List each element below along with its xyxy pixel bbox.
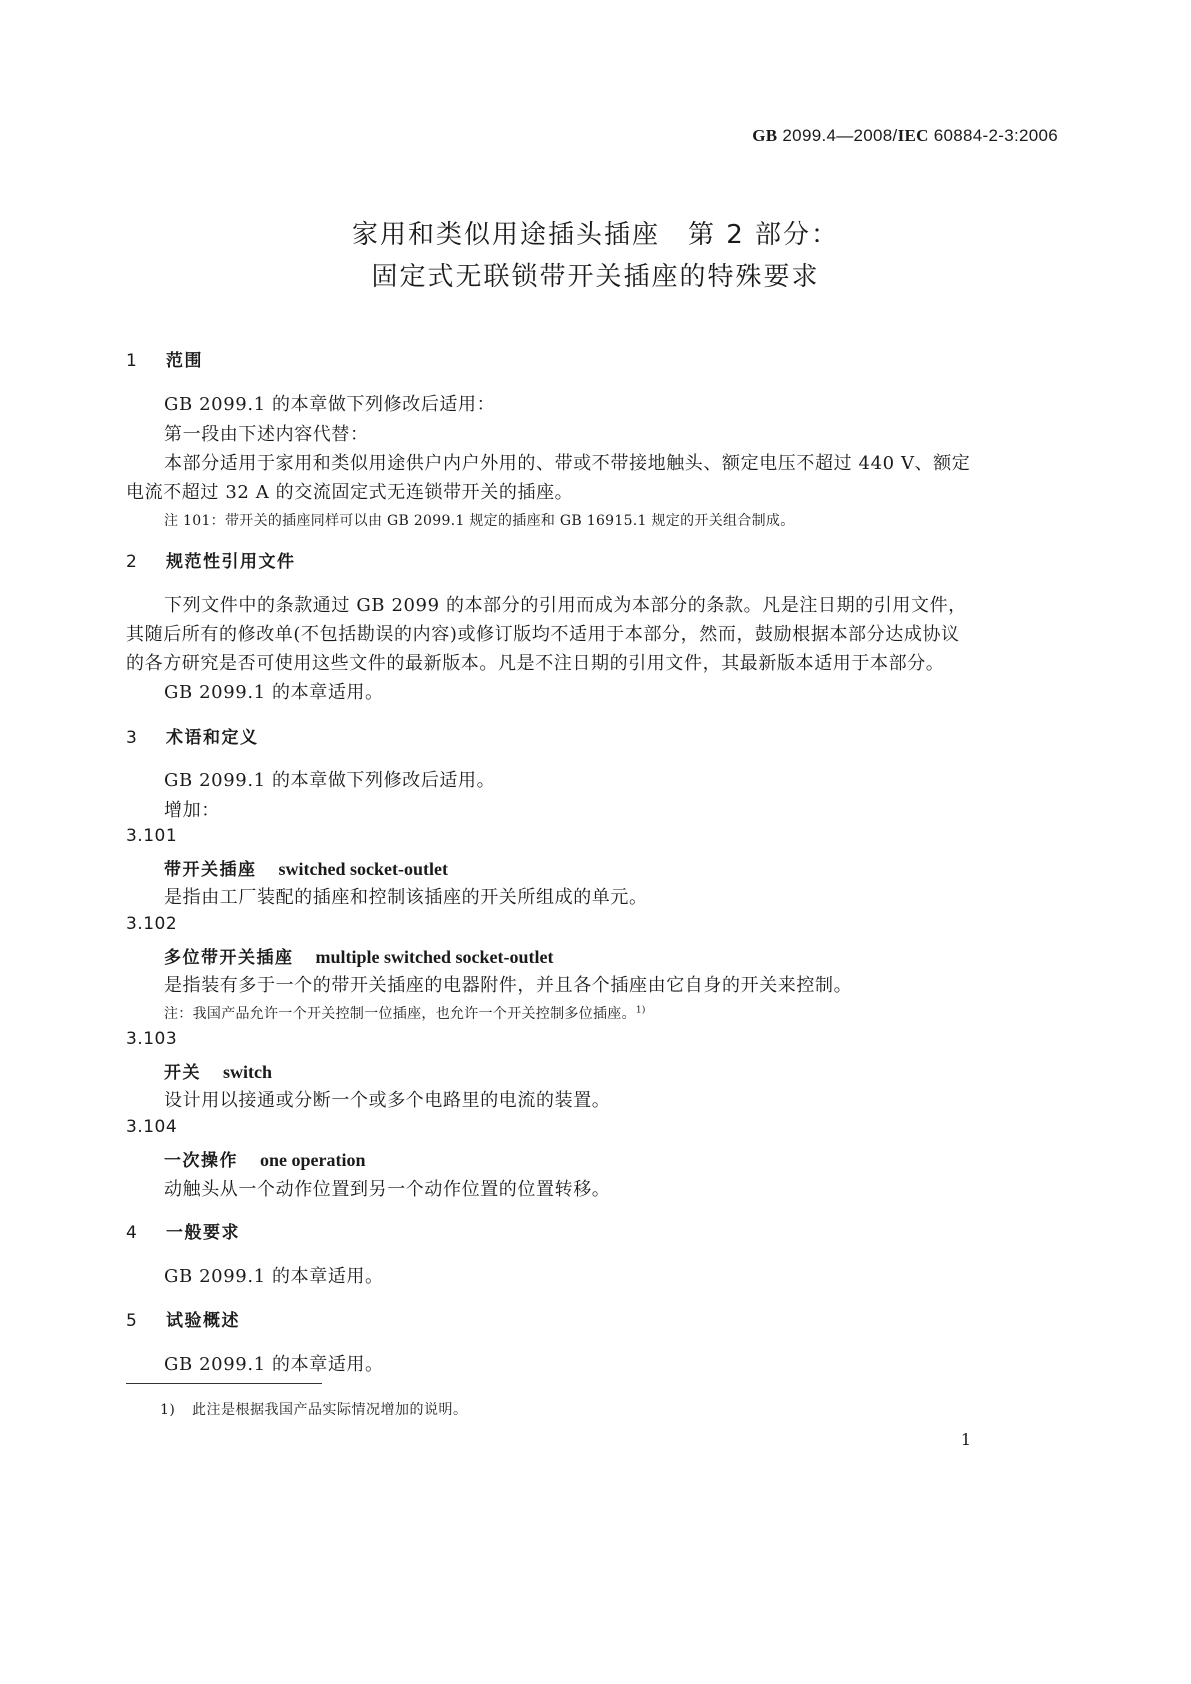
section-4-title: 一般要求 xyxy=(166,1223,240,1243)
section-1-number: 1 xyxy=(126,351,139,371)
title-line-1: 家用和类似用途插头插座 第 2 部分： xyxy=(351,220,840,250)
footnote-text: 此注是根据我国产品实际情况增加的说明。 xyxy=(192,1402,468,1418)
footnote-reference: 1) xyxy=(635,1005,646,1016)
section-3-heading xyxy=(126,723,259,748)
term-3-102-en: multiple switched socket-outlet xyxy=(315,947,554,967)
term-3-103-title xyxy=(164,1058,272,1083)
term-3-101-zh: 带开关插座 xyxy=(164,860,257,880)
section-2-number: 2 xyxy=(126,552,139,572)
term-3-103-en: switch xyxy=(223,1062,272,1082)
section-3-paragraph-1: GB 2099.1 的本章做下列修改后适用。 xyxy=(164,770,496,791)
term-3-103-number: 3.103 xyxy=(126,1029,178,1049)
section-4-paragraph-1: GB 2099.1 的本章适用。 xyxy=(164,1266,384,1287)
section-3-title: 术语和定义 xyxy=(166,728,259,748)
term-3-102-note xyxy=(164,1003,646,1023)
section-3-number: 3 xyxy=(126,728,139,748)
title-line-2: 固定式无联锁带开关插座的特殊要求 xyxy=(371,262,820,292)
section-5-title: 试验概述 xyxy=(166,1311,240,1331)
term-3-104-title xyxy=(164,1146,366,1171)
term-3-104-definition: 动触头从一个动作位置到另一个动作位置的位置转移。 xyxy=(164,1179,611,1200)
section-1-paragraph-2: 第一段由下述内容代替： xyxy=(164,424,369,445)
term-3-101-number: 3.101 xyxy=(126,826,178,846)
section-5-paragraph-1: GB 2099.1 的本章适用。 xyxy=(164,1354,384,1375)
std-gb: GB xyxy=(752,126,778,145)
section-3-paragraph-2: 增加： xyxy=(164,800,220,821)
section-2-paragraph-1a: 下列文件中的条款通过 GB 2099 的本部分的引用而成为本部分的条款。凡是注日期的引用文件， xyxy=(164,595,967,616)
term-3-103-definition: 设计用以接通或分断一个或多个电路里的电流的装置。 xyxy=(164,1090,611,1111)
term-3-102-number: 3.102 xyxy=(126,914,178,934)
section-4-number: 4 xyxy=(126,1223,139,1243)
section-5-heading xyxy=(126,1306,240,1331)
section-2-title: 规范性引用文件 xyxy=(166,552,296,572)
term-3-102-zh: 多位带开关插座 xyxy=(164,948,294,968)
std-number-tail: 60884-2-3:2006 xyxy=(928,126,1058,145)
std-number-rest: 2099.4—2008/ xyxy=(777,126,898,145)
std-iec: IEC xyxy=(897,126,929,145)
footnote-divider xyxy=(126,1383,322,1384)
section-1-note: 注 101：带开关的插座同样可以由 GB 2099.1 规定的插座和 GB 16915.1 规定的开关组合制成。 xyxy=(164,513,795,529)
section-2-paragraph-1b: 其随后所有的修改单(不包括勘误的内容)或修订版均不适用于本部分，然而，鼓励根据本部分达成协议 xyxy=(126,624,960,645)
term-3-103-zh: 开关 xyxy=(164,1063,201,1083)
section-1-paragraph-1: GB 2099.1 的本章做下列修改后适用： xyxy=(164,394,496,415)
term-3-102-title xyxy=(164,943,553,968)
page-number: 1 xyxy=(960,1430,971,1449)
footnote xyxy=(160,1399,468,1419)
term-3-104-en: one operation xyxy=(260,1150,366,1170)
term-3-104-zh: 一次操作 xyxy=(164,1151,238,1171)
section-2-heading xyxy=(126,547,296,572)
section-5-number: 5 xyxy=(126,1311,139,1331)
footnote-mark: 1) xyxy=(160,1402,176,1418)
section-1-title: 范围 xyxy=(166,351,203,371)
section-1-paragraph-3b: 电流不超过 32 A 的交流固定式无连锁带开关的插座。 xyxy=(126,482,574,503)
term-3-101-definition: 是指由工厂装配的插座和控制该插座的开关所组成的单元。 xyxy=(164,887,648,908)
section-1-heading xyxy=(126,346,203,371)
section-2-paragraph-1c: 的各方研究是否可使用这些文件的最新版本。凡是不注日期的引用文件，其最新版本适用于本部分。 xyxy=(126,653,945,674)
standard-number xyxy=(752,126,1058,146)
section-4-heading xyxy=(126,1218,240,1243)
section-2-paragraph-2: GB 2099.1 的本章适用。 xyxy=(164,682,384,703)
term-3-101-title xyxy=(164,855,448,880)
section-1-paragraph-3a: 本部分适用于家用和类似用途供户内户外用的、带或不带接地触头、额定电压不超过 440 V、额定 xyxy=(164,453,971,474)
term-3-101-en: switched socket-outlet xyxy=(278,859,448,879)
term-3-102-definition: 是指装有多于一个的带开关插座的电器附件，并且各个插座由它自身的开关来控制。 xyxy=(164,975,853,996)
term-3-104-number: 3.104 xyxy=(126,1117,178,1137)
term-3-102-note-text: 注：我国产品允许一个开关控制一位插座，也允许一个开关控制多位插座。 xyxy=(164,1006,636,1022)
